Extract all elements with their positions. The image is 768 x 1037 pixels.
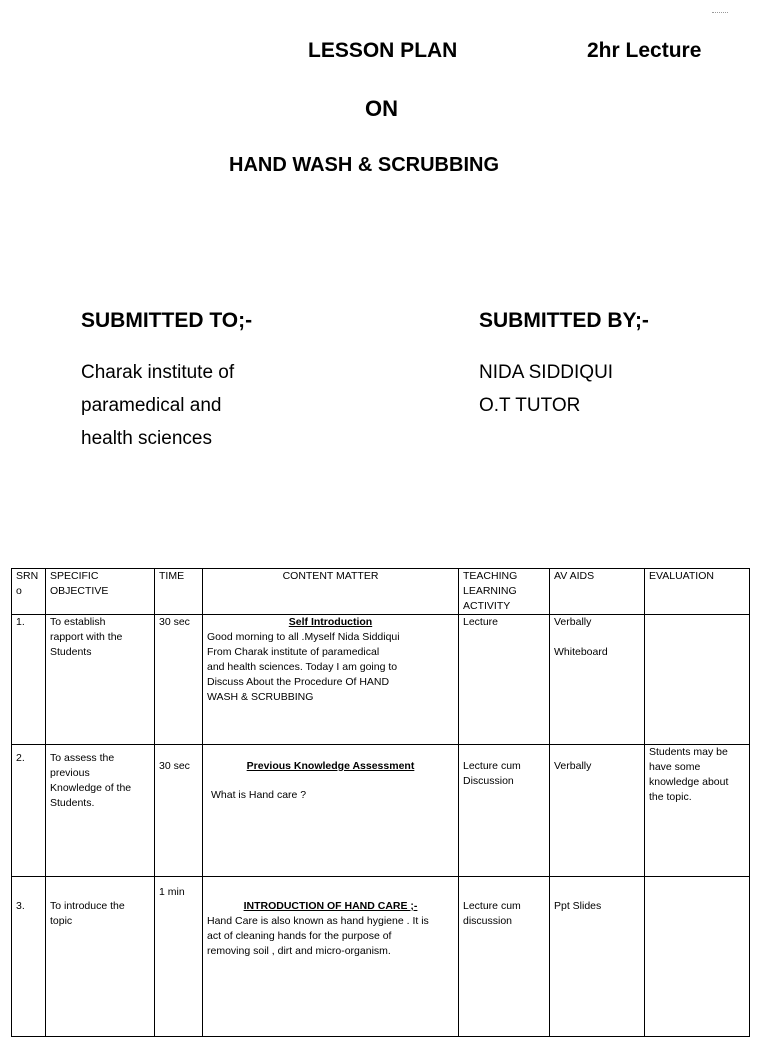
submitted-by-role: O.T TUTOR (479, 395, 581, 416)
row-srno (12, 745, 46, 877)
table-row (12, 745, 750, 877)
objective-line: previous (50, 767, 90, 779)
row-evaluation (645, 745, 750, 877)
submitted-to-heading: SUBMITTED TO;- (81, 309, 253, 332)
content-title: INTRODUCTION OF HAND CARE ;- (243, 900, 418, 912)
evaluation-line: knowledge about (649, 776, 729, 788)
content-line: Good morning to all .Myself Nida Siddiqui (207, 631, 400, 643)
content-line: and health sciences. Today I am going to (207, 661, 398, 673)
submitted-by-block (479, 356, 613, 422)
content-line: Discuss About the Procedure Of HAND (207, 676, 390, 688)
row-activity: Lecture (459, 615, 550, 745)
header-time: TIME (155, 569, 203, 615)
row-evaluation (645, 877, 750, 1037)
row-objective (46, 745, 155, 877)
av-aid-item: Verbally (554, 616, 592, 628)
activity-line: Lecture cum (463, 900, 521, 912)
row-av-aids (550, 877, 645, 1037)
objective-line: To introduce the (50, 900, 125, 912)
content-title: Previous Knowledge Assessment (246, 760, 415, 772)
content-question: What is Hand care ? (211, 789, 307, 801)
av-aid-item: Ppt Slides (554, 900, 602, 912)
activity-line: Lecture cum (463, 760, 521, 772)
document-title: LESSON PLAN (308, 39, 458, 62)
submitted-to-line: health sciences (81, 428, 212, 449)
av-aid-item: Verbally (554, 760, 592, 772)
av-aid-item: Whiteboard (554, 646, 608, 658)
row-srno (12, 877, 46, 1037)
header-activity-line: TEACHING (463, 570, 518, 582)
row-time (155, 745, 203, 877)
header-objective-line: SPECIFIC (50, 570, 99, 582)
objective-line: Students (50, 646, 92, 658)
objective-line: topic (50, 915, 73, 927)
header-srno (12, 569, 46, 615)
header-activity-line: LEARNING (463, 585, 517, 597)
objective-line: To assess the (50, 752, 115, 764)
header-objective (46, 569, 155, 615)
content-line: From Charak institute of paramedical (207, 646, 380, 658)
submitted-to-block (81, 356, 234, 455)
content-line: removing soil , dirt and micro-organism. (207, 945, 391, 957)
activity-line: discussion (463, 915, 513, 927)
header-srno-line: o (16, 585, 22, 597)
time-value: 30 sec (159, 760, 190, 772)
row-time: 30 sec (155, 615, 203, 745)
content-line: WASH & SCRUBBING (207, 691, 314, 703)
lesson-topic: HAND WASH & SCRUBBING (229, 154, 499, 176)
submitted-to-line: Charak institute of (81, 362, 235, 383)
lesson-plan-table (11, 568, 750, 1037)
evaluation-line: the topic. (649, 791, 692, 803)
row-content (203, 615, 459, 745)
row-activity (459, 877, 550, 1037)
row-activity (459, 745, 550, 877)
header-activity (459, 569, 550, 615)
header-srno-line: SRN (16, 570, 39, 582)
table-header-row (12, 569, 750, 615)
header-av-aids: AV AIDS (550, 569, 645, 615)
time-value: 1 min (159, 886, 185, 898)
objective-line: Knowledge of the (50, 782, 132, 794)
srno-value: 2. (16, 752, 25, 764)
row-av-aids (550, 615, 645, 745)
objective-line: To establish (50, 616, 106, 628)
content-line: act of cleaning hands for the purpose of (207, 930, 392, 942)
srno-value: 3. (16, 900, 25, 912)
corner-mark (712, 12, 728, 13)
row-av-aids (550, 745, 645, 877)
row-objective (46, 615, 155, 745)
header-evaluation: EVALUATION (645, 569, 750, 615)
content-title: Self Introduction (288, 616, 373, 628)
row-objective (46, 877, 155, 1037)
evaluation-line: Students may be (649, 746, 728, 758)
row-content (203, 877, 459, 1037)
evaluation-line: have some (649, 761, 701, 773)
row-evaluation (645, 615, 750, 745)
submitted-by-heading: SUBMITTED BY;- (479, 309, 649, 332)
objective-line: rapport with the (50, 631, 123, 643)
submitted-by-name: NIDA SIDDIQUI (479, 362, 614, 383)
content-line: Hand Care is also known as hand hygiene . It is (207, 915, 429, 927)
activity-line: Discussion (463, 775, 514, 787)
objective-line: Students. (50, 797, 95, 809)
table-row (12, 615, 750, 745)
table-row (12, 877, 750, 1037)
lecture-duration: 2hr Lecture (587, 39, 702, 62)
header-objective-line: OBJECTIVE (50, 585, 109, 597)
title-on: ON (365, 96, 398, 121)
row-time (155, 877, 203, 1037)
header-content: CONTENT MATTER (203, 569, 459, 615)
row-srno: 1. (12, 615, 46, 745)
row-content (203, 745, 459, 877)
header-activity-line: ACTIVITY (463, 600, 511, 612)
submitted-to-line: paramedical and (81, 395, 222, 416)
